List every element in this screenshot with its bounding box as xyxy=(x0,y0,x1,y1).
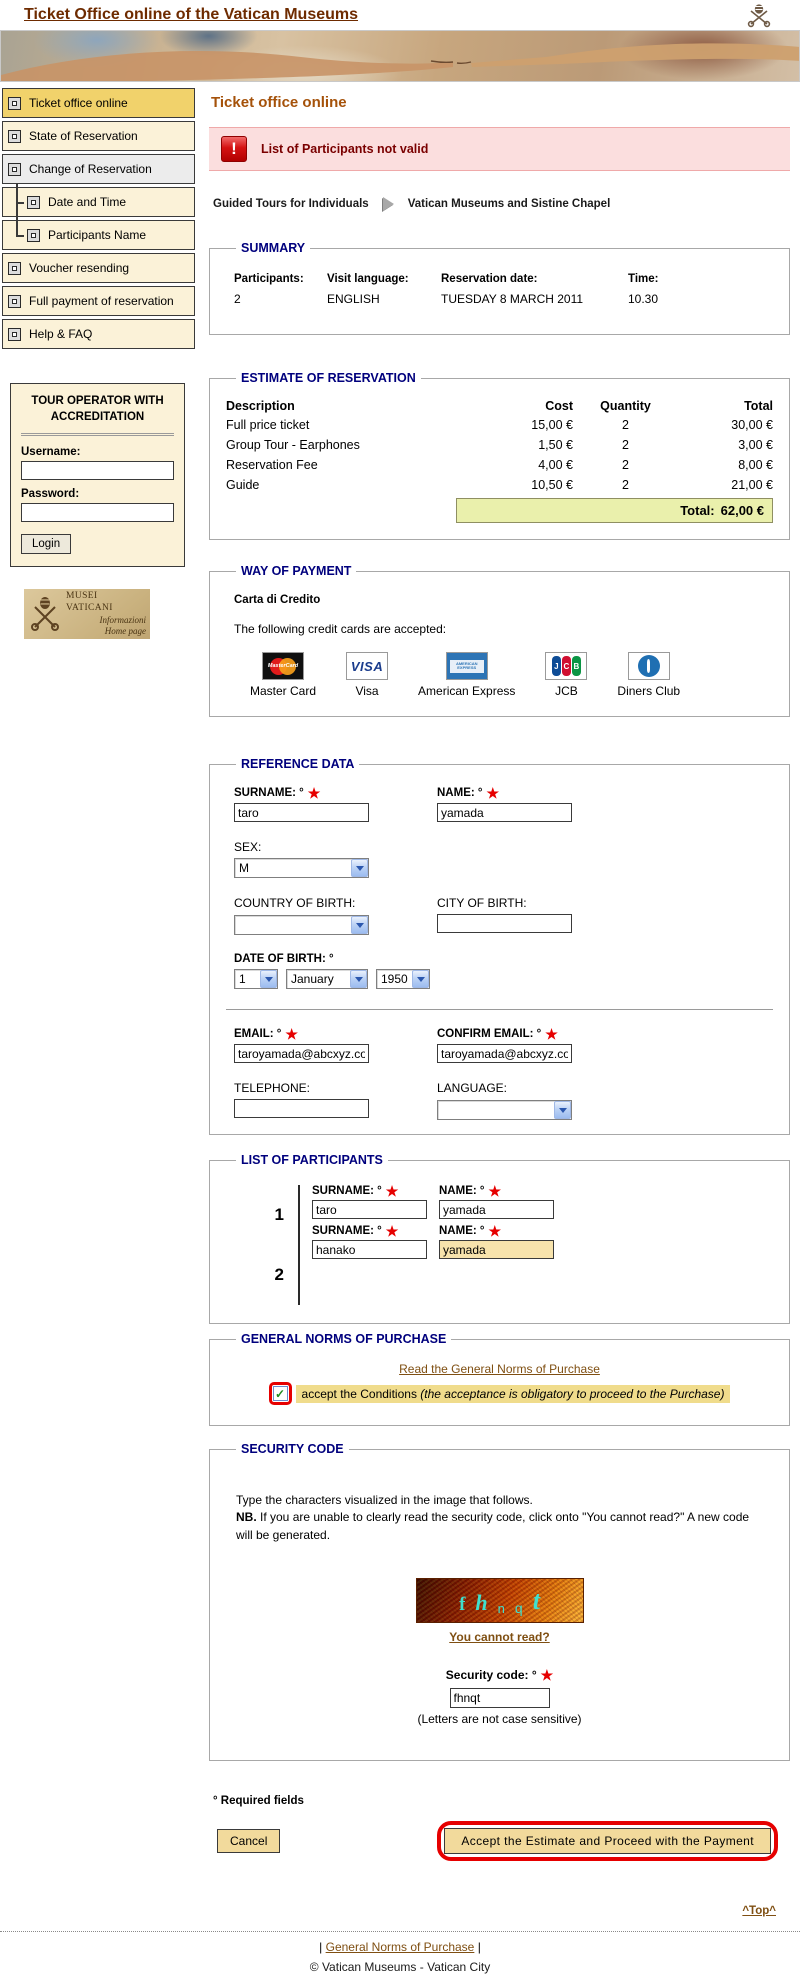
security-legend: SECURITY CODE xyxy=(241,1442,344,1456)
sidebar-menu xyxy=(2,88,195,349)
cell-total: 3,00 € xyxy=(738,438,773,452)
dob-day-select[interactable]: 1 xyxy=(234,969,278,989)
error-message-text: List of Participants not valid xyxy=(261,142,429,156)
cell-description: Full price ticket xyxy=(226,418,310,432)
dob-year-select[interactable]: 1950 xyxy=(376,969,430,989)
col-quantity: Quantity xyxy=(600,399,651,413)
password-label: Password: xyxy=(21,488,80,501)
summary-label: Visit language: xyxy=(327,273,409,285)
total-label: Total: xyxy=(680,503,715,518)
table-row xyxy=(226,475,773,495)
username-label: Username: xyxy=(21,446,81,459)
case-sensitivity-note: (Letters are not case sensitive) xyxy=(417,1712,582,1727)
american-express-card xyxy=(418,652,515,698)
required-fields-note: ° Required fields xyxy=(213,1795,304,1808)
menu-bullet-icon xyxy=(8,262,21,275)
sistine-chapel-banner-image xyxy=(0,30,800,82)
accept-conditions-checkbox[interactable]: ✓ xyxy=(273,1386,288,1401)
summary-time xyxy=(628,273,773,306)
norms-section xyxy=(209,1332,790,1426)
summary-participants xyxy=(234,273,327,306)
chevron-down-icon[interactable] xyxy=(350,970,367,988)
sidebar-item-label: Ticket office online xyxy=(29,96,128,110)
chevron-down-icon[interactable] xyxy=(260,970,277,988)
city-of-birth-field[interactable] xyxy=(437,914,572,933)
participants-legend: LIST OF PARTICIPANTS xyxy=(241,1153,383,1167)
sidebar-item-change-of-reservation[interactable] xyxy=(2,154,195,184)
tour-operator-login-box xyxy=(10,383,185,567)
credit-card-logos xyxy=(250,652,773,698)
card-label: Master Card xyxy=(250,684,317,698)
cancel-button[interactable]: Cancel xyxy=(217,1829,280,1853)
summary-reservation-date xyxy=(441,273,628,306)
sidebar-item-label: Help & FAQ xyxy=(29,327,93,341)
norms-legend: GENERAL NORMS OF PURCHASE xyxy=(241,1332,447,1346)
logo-title: MUSEI VATICANI xyxy=(66,590,113,613)
name-label: NAME: ° xyxy=(437,787,483,799)
cell-quantity: 2 xyxy=(622,418,629,432)
estimate-section xyxy=(209,371,790,540)
country-of-birth-label: COUNTRY OF BIRTH: xyxy=(234,896,356,910)
telephone-label: TELEPHONE: xyxy=(234,1081,311,1095)
chevron-down-icon[interactable] xyxy=(351,859,368,877)
sidebar-item-date-and-time[interactable] xyxy=(2,187,195,217)
required-star-icon: ★ xyxy=(488,1183,502,1199)
city-of-birth-label: CITY OF BIRTH: xyxy=(437,896,527,910)
password-field[interactable] xyxy=(21,503,174,522)
security-instructions: Type the characters visualized in the image that follows. NB. If you are unable to clearly read the security code, click onto "You cannot read?" A new code will be generated. xyxy=(236,1493,750,1542)
musei-vaticani-logo[interactable] xyxy=(24,589,150,639)
col-description: Description xyxy=(226,399,295,413)
tour-operator-title: TOUR OPERATOR WITH ACCREDITATION xyxy=(21,394,174,436)
col-total: Total xyxy=(744,399,773,413)
summary-label: Time: xyxy=(628,273,659,285)
red-highlight-ring xyxy=(269,1382,292,1405)
breadcrumb-tour-type: Guided Tours for Individuals xyxy=(213,198,369,210)
jcb-logo-icon: J C B xyxy=(545,652,587,680)
cell-description: Reservation Fee xyxy=(226,458,318,472)
participants-section xyxy=(209,1153,790,1324)
table-row xyxy=(226,435,773,455)
cell-cost: 4,00 € xyxy=(538,458,573,472)
security-code-label: Security code: ° xyxy=(445,1668,537,1683)
chevron-down-icon[interactable] xyxy=(351,916,368,934)
menu-bullet-icon xyxy=(8,163,21,176)
required-star-icon: ★ xyxy=(307,785,321,801)
language-select[interactable] xyxy=(437,1100,572,1120)
participant-row xyxy=(312,1225,773,1259)
required-star-icon: ★ xyxy=(385,1183,399,1199)
mastercard-logo-icon: MasterCard xyxy=(262,652,304,680)
name-label: NAME: ° xyxy=(439,1225,485,1237)
page-header xyxy=(0,0,800,30)
required-star-icon: ★ xyxy=(488,1223,502,1239)
breadcrumb xyxy=(213,197,790,211)
copyright-text: © Vatican Museums - Vatican City xyxy=(309,1960,491,1975)
mastercard-card xyxy=(250,652,316,698)
summary-label: Participants: xyxy=(234,273,304,285)
cell-quantity: 2 xyxy=(622,438,629,452)
total-bar xyxy=(456,498,773,523)
cell-quantity: 2 xyxy=(622,478,629,492)
participant-number: 2 xyxy=(274,1265,284,1284)
accept-conditions-text: accept the Conditions (the acceptance is obligatory to proceed to the Purchase) xyxy=(296,1385,731,1403)
site-title[interactable]: Ticket Office online of the Vatican Museums xyxy=(24,6,359,23)
sidebar-item-label: Participants Name xyxy=(48,228,147,242)
sidebar-item-label: Voucher resending xyxy=(29,261,130,275)
surname-label: SURNAME: ° xyxy=(234,787,304,799)
summary-label: Reservation date: xyxy=(441,273,538,285)
captcha-image: f h n q t xyxy=(416,1578,584,1623)
sex-select[interactable]: M xyxy=(234,858,369,878)
cell-total: 8,00 € xyxy=(738,458,773,472)
sidebar-item-participants-name[interactable] xyxy=(2,220,195,250)
cell-cost: 10,50 € xyxy=(531,478,573,492)
menu-bullet-icon xyxy=(27,229,40,242)
footer-norms-link[interactable]: General Norms of Purchase xyxy=(325,1940,475,1955)
summary-value: ENGLISH xyxy=(327,292,380,306)
sidebar-item-label: Change of Reservation xyxy=(29,162,152,176)
red-highlight-ring xyxy=(437,1821,778,1861)
payment-section xyxy=(209,564,790,717)
jcb-card xyxy=(545,652,587,698)
estimate-table xyxy=(226,397,773,495)
surname-field[interactable] xyxy=(234,803,369,822)
required-star-icon: ★ xyxy=(486,785,500,801)
page-title: Ticket office online xyxy=(211,94,347,111)
cannot-read-link[interactable]: You cannot read? xyxy=(449,1630,550,1645)
username-field[interactable] xyxy=(21,461,174,480)
name-label: NAME: ° xyxy=(439,1185,485,1197)
cell-cost: 15,00 € xyxy=(531,418,573,432)
cell-total: 30,00 € xyxy=(731,418,773,432)
sidebar-item-help-and-faq[interactable] xyxy=(2,319,195,349)
menu-bullet-icon xyxy=(8,328,21,341)
participant-1-surname-field[interactable] xyxy=(312,1200,427,1219)
estimate-legend: ESTIMATE OF RESERVATION xyxy=(241,371,416,385)
read-norms-link[interactable]: Read the General Norms of Purchase xyxy=(399,1362,600,1376)
email-field[interactable] xyxy=(234,1044,369,1063)
diners-logo-icon xyxy=(628,652,670,680)
chevron-down-icon[interactable] xyxy=(554,1101,571,1119)
total-value: 62,00 € xyxy=(720,503,764,518)
name-field[interactable] xyxy=(437,803,572,822)
language-label: LANGUAGE: xyxy=(437,1081,508,1095)
exclamation-icon: ! xyxy=(221,136,247,162)
login-button[interactable]: Login xyxy=(21,534,71,554)
table-row xyxy=(226,415,773,435)
date-of-birth-label: DATE OF BIRTH: ° xyxy=(234,953,334,965)
error-message-box xyxy=(209,127,790,171)
confirm-email-field[interactable] xyxy=(437,1044,572,1063)
summary-value: 2 xyxy=(234,292,241,306)
accept-and-proceed-button[interactable]: Accept the Estimate and Proceed with the Payment xyxy=(444,1828,771,1854)
reference-data-section xyxy=(209,757,790,1135)
cell-description: Group Tour - Earphones xyxy=(226,438,360,452)
participant-row xyxy=(312,1185,773,1219)
menu-bullet-icon xyxy=(8,130,21,143)
menu-bullet-icon xyxy=(8,97,21,110)
reference-data-legend: REFERENCE DATA xyxy=(241,757,355,771)
page-footer: | General Norms of Purchase | © Vatican Museums - Vatican City xyxy=(0,1931,800,1984)
sidebar xyxy=(0,88,197,639)
menu-bullet-icon xyxy=(27,196,40,209)
breadcrumb-itinerary: Vatican Museums and Sistine Chapel xyxy=(407,198,611,210)
menu-bullet-icon xyxy=(8,295,21,308)
sidebar-item-full-payment-of-reservation[interactable] xyxy=(2,286,195,316)
cell-cost: 1,50 € xyxy=(538,438,573,452)
diners-club-card xyxy=(617,652,680,698)
participant-number: 1 xyxy=(274,1205,284,1224)
logo-homepage-link[interactable]: Home page xyxy=(104,625,146,636)
participant-1-name-field[interactable] xyxy=(439,1200,554,1219)
country-of-birth-select[interactable] xyxy=(234,915,369,935)
visa-card xyxy=(346,652,388,698)
payment-accepted-text: The following credit cards are accepted: xyxy=(234,622,447,636)
card-label: American Express xyxy=(418,684,516,698)
sidebar-item-label: Date and Time xyxy=(48,195,127,209)
col-cost: Cost xyxy=(545,399,573,413)
sidebar-item-ticket-office-online[interactable] xyxy=(2,88,195,118)
required-star-icon: ★ xyxy=(540,1667,554,1684)
surname-label: SURNAME: ° xyxy=(312,1185,382,1197)
payment-legend: WAY OF PAYMENT xyxy=(241,564,352,578)
required-star-icon: ★ xyxy=(385,1223,399,1239)
chevron-down-icon[interactable] xyxy=(412,970,429,988)
summary-value: TUESDAY 8 MARCH 2011 xyxy=(441,292,584,306)
summary-value: 10.30 xyxy=(628,292,659,306)
participant-numbers xyxy=(226,1185,298,1305)
payment-method-title: Carta di Credito xyxy=(234,594,321,606)
amex-logo-icon: AMERICAN EXPRESS xyxy=(446,652,488,680)
papal-keys-emblem-icon xyxy=(746,3,772,29)
crossed-keys-icon xyxy=(28,595,62,633)
confirm-email-label: CONFIRM EMAIL: ° xyxy=(437,1028,542,1040)
table-row xyxy=(226,455,773,475)
visa-logo-icon: VISA xyxy=(346,652,388,680)
card-label: Diners Club xyxy=(617,684,681,698)
main-content xyxy=(197,88,800,1923)
section-divider xyxy=(226,1009,773,1010)
cell-total: 21,00 € xyxy=(731,478,773,492)
security-code-field[interactable] xyxy=(450,1688,550,1708)
email-label: EMAIL: ° xyxy=(234,1028,282,1040)
sidebar-item-voucher-resending[interactable] xyxy=(2,253,195,283)
arrow-right-icon xyxy=(383,197,394,211)
participant-2-name-field-focused[interactable] xyxy=(439,1240,554,1259)
security-section xyxy=(209,1442,790,1761)
required-star-icon: ★ xyxy=(285,1026,298,1042)
required-star-icon: ★ xyxy=(545,1026,558,1042)
cell-description: Guide xyxy=(226,478,260,492)
summary-section xyxy=(209,241,790,335)
card-label: JCB xyxy=(555,684,578,698)
cell-quantity: 2 xyxy=(622,458,629,472)
sidebar-item-label: Full payment of reservation xyxy=(29,294,174,308)
card-label: Visa xyxy=(355,684,379,698)
sidebar-item-state-of-reservation[interactable] xyxy=(2,121,195,151)
summary-visit-language xyxy=(327,273,441,306)
estimate-header-row xyxy=(226,397,773,415)
telephone-field[interactable] xyxy=(234,1099,369,1118)
summary-legend: SUMMARY xyxy=(241,241,306,255)
participant-2-surname-field[interactable] xyxy=(312,1240,427,1259)
surname-label: SURNAME: ° xyxy=(312,1225,382,1237)
dob-month-select[interactable]: January xyxy=(286,969,368,989)
back-to-top-link[interactable]: ^Top^ xyxy=(742,1905,776,1918)
logo-informazioni-link[interactable]: Informazioni xyxy=(99,614,146,625)
sex-label: SEX: xyxy=(234,840,262,854)
sidebar-item-label: State of Reservation xyxy=(29,129,138,143)
